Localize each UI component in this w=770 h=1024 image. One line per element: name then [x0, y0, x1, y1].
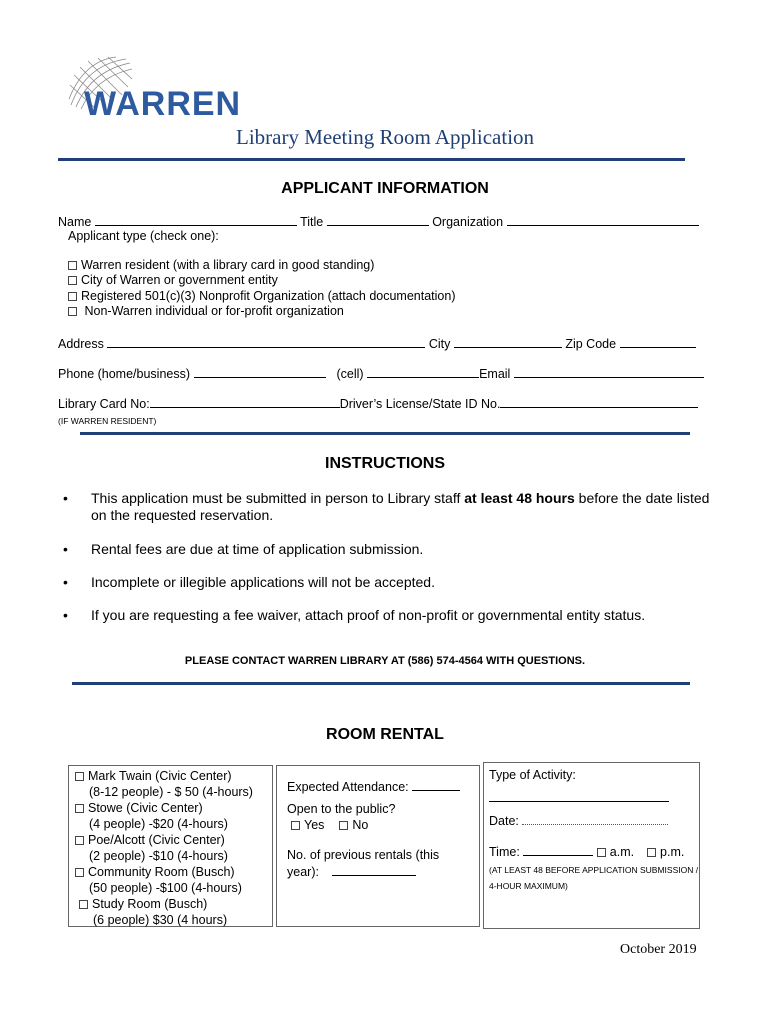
applicant-type-option[interactable] [68, 273, 278, 287]
open-public-label: Open to the public? [287, 802, 396, 816]
room-detail: (50 people) -$100 (4-hours) [89, 881, 242, 895]
prev-rentals-field[interactable] [332, 863, 416, 876]
checkbox[interactable] [68, 292, 77, 301]
library-card-field[interactable] [150, 395, 340, 408]
address-row [58, 335, 696, 351]
bullet-icon: • [63, 490, 68, 506]
room-option[interactable]: Poe/Alcott (Civic Center) [75, 833, 225, 847]
attendance-row [287, 778, 460, 794]
date-field[interactable] [522, 812, 668, 825]
city-label: City [428, 337, 451, 351]
applicant-type-option[interactable] [68, 258, 374, 272]
time-note: 4-HOUR MAXIMUM) [489, 881, 568, 891]
address-label: Address [58, 337, 104, 351]
warren-logo [62, 55, 272, 125]
activity-label: Type of Activity: [489, 768, 576, 782]
date-label: Date: [489, 814, 519, 828]
contact-note: PLEASE CONTACT WARREN LIBRARY AT (586) 574-4564 WITH QUESTIONS. [184, 655, 586, 667]
checkbox[interactable] [75, 804, 84, 813]
attendance-panel [276, 765, 480, 927]
applicant-type-option[interactable] [68, 289, 456, 303]
checkbox[interactable] [68, 276, 77, 285]
prev-rentals-row: year): [287, 863, 416, 879]
activity-panel [483, 762, 700, 929]
time-row: Time: a.m. p.m. [489, 845, 685, 859]
time-label: Time: [489, 845, 520, 859]
phone-row [58, 365, 704, 381]
email-field[interactable] [514, 365, 704, 378]
checkbox[interactable] [68, 261, 77, 270]
name-label: Name [58, 215, 92, 229]
bullet-icon: • [63, 541, 68, 557]
zip-field[interactable] [620, 335, 696, 348]
room-detail: (8-12 people) - $ 50 (4-hours) [89, 785, 253, 799]
room-detail: (4 people) -$20 (4-hours) [89, 817, 228, 831]
bullet-icon: • [63, 607, 68, 623]
option-label: Non-Warren individual or for-profit organization [81, 304, 344, 318]
license-field[interactable] [500, 395, 698, 408]
yes-checkbox[interactable] [291, 821, 300, 830]
cell-label: (cell) [336, 367, 364, 381]
divider [58, 158, 685, 161]
logo-wordmark: WARREN [84, 85, 242, 123]
page-title: Library Meeting Room Application [236, 125, 535, 149]
organization-label: Organization [432, 215, 504, 229]
applicant-type-label: Applicant type (check one): [68, 229, 219, 243]
email-label: Email [479, 367, 511, 381]
room-option[interactable]: Community Room (Busch) [75, 865, 235, 879]
option-label: Warren resident (with a library card in good standing) [81, 258, 375, 272]
room-list-panel [68, 765, 273, 927]
divider [80, 432, 690, 435]
time-note: (AT LEAST 48 BEFORE APPLICATION SUBMISSION / [489, 865, 699, 875]
title-field[interactable] [327, 213, 429, 226]
time-field[interactable] [523, 843, 593, 856]
checkbox[interactable] [79, 900, 88, 909]
option-label: City of Warren or government entity [81, 273, 278, 287]
section-heading-room-rental: ROOM RENTAL [326, 726, 444, 743]
attendance-label: Expected Attendance: [287, 780, 409, 794]
title-label: Title [300, 215, 324, 229]
room-detail: (2 people) -$10 (4-hours) [89, 849, 228, 863]
applicant-type-option[interactable] [68, 304, 344, 318]
checkbox[interactable] [75, 836, 84, 845]
room-option[interactable]: Stowe (Civic Center) [75, 801, 203, 815]
city-field[interactable] [454, 335, 562, 348]
library-card-row [58, 395, 698, 411]
footer-date: October 2019 [620, 942, 697, 957]
phone-field[interactable] [194, 365, 326, 378]
date-row [489, 812, 668, 828]
license-label: Driver’s License/State ID No. [339, 397, 501, 411]
room-option[interactable]: Mark Twain (Civic Center) [75, 769, 232, 783]
activity-field[interactable] [489, 801, 669, 802]
list-item: • This application must be submitted in person to Library staff at least 48 hours before the date listed on the requested reservation. [63, 490, 710, 523]
checkbox[interactable] [75, 868, 84, 877]
room-detail: (6 people) $30 (4 hours) [93, 913, 228, 927]
checkbox[interactable] [75, 772, 84, 781]
zip-label: Zip Code [565, 337, 617, 351]
cell-field[interactable] [367, 365, 479, 378]
open-public-options: Yes No [291, 818, 368, 832]
prev-rentals-label: No. of previous rentals (this [287, 848, 440, 862]
section-heading-instructions: INSTRUCTIONS [325, 455, 445, 472]
library-card-label: Library Card No: [58, 397, 150, 411]
no-checkbox[interactable] [339, 821, 348, 830]
section-heading-applicant: APPLICANT INFORMATION [281, 180, 489, 197]
attendance-field[interactable] [412, 778, 460, 791]
name-field[interactable] [95, 213, 297, 226]
pm-checkbox[interactable] [647, 848, 656, 857]
am-checkbox[interactable] [597, 848, 606, 857]
address-field[interactable] [107, 335, 425, 348]
bullet-icon: • [63, 574, 68, 590]
name-row [58, 213, 699, 229]
divider [72, 682, 690, 685]
option-label: Registered 501(c)(3) Nonprofit Organization (attach documentation) [81, 289, 456, 303]
phone-label: Phone (home/business) [58, 367, 191, 381]
checkbox[interactable] [68, 307, 77, 316]
organization-field[interactable] [507, 213, 699, 226]
room-option[interactable]: Study Room (Busch) [79, 897, 207, 911]
library-card-note: (IF WARREN RESIDENT) [58, 416, 157, 426]
